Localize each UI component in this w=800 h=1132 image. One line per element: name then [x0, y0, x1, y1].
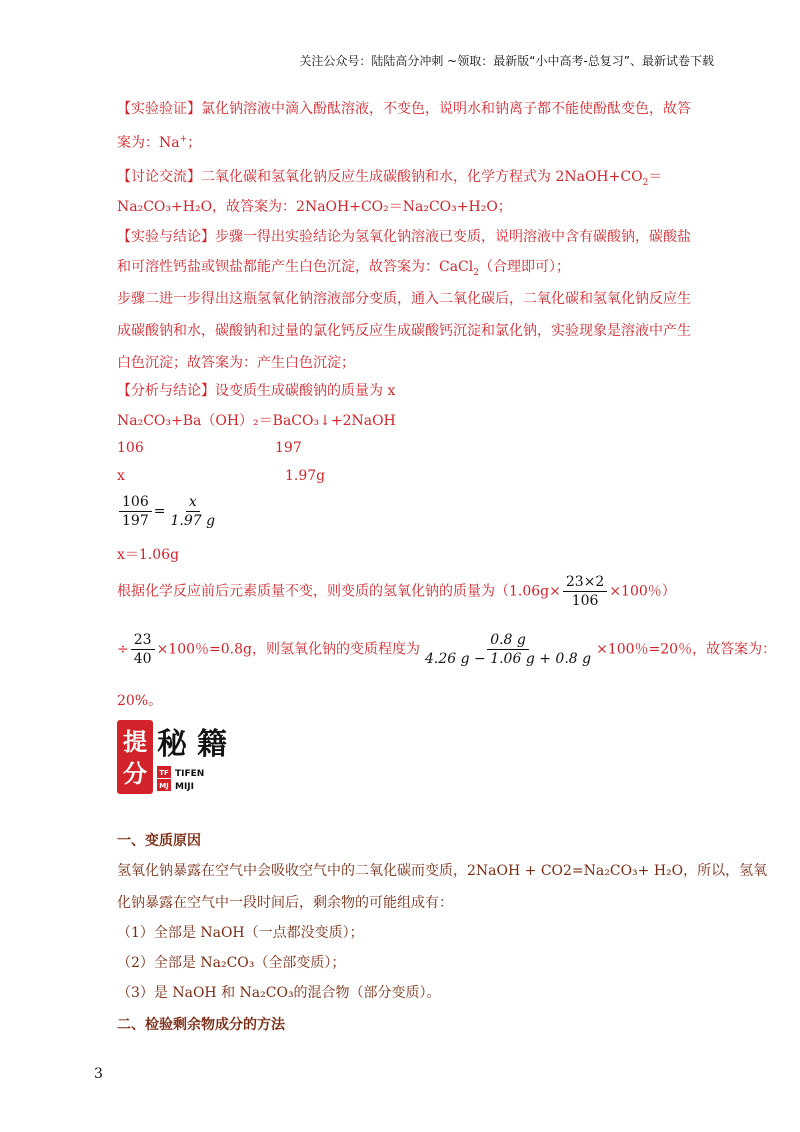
- composition-item-2: （2）全部是 Na₂CO₃（全部变质）；: [117, 955, 346, 971]
- section-title-1: 一、变质原因: [117, 833, 201, 849]
- verify-line-2: 案为：Na+；: [117, 134, 202, 151]
- logo-badge-mj-text: MJ: [159, 782, 169, 790]
- composition-item-1: （1）全部是 NaOH（一点都没变质）；: [117, 925, 364, 941]
- final-answer: 20%。: [117, 693, 163, 709]
- conclusion-line: 【实验与结论】步骤一得出实验结论为氢氧化钠溶液已变质，说明溶液中含有碳酸钠，碳酸盐: [117, 229, 691, 245]
- step2-line-1: 步骤二进一步得出这瓶氢氧化钠溶液部分变质，通入二氧化碳后，二氧化碳和氢氧化钠反应生: [117, 291, 691, 307]
- division-line: ÷ $\frac{23}{40}$ ×100％=0.8g，则氢氧化钠的变质程度为 $\frac{0.8 g}{4.26 g - 1.06 g + 0.8 g}$ ×100％=20％，故答案为：: [117, 632, 777, 667]
- logo-char-fen: 分: [123, 759, 147, 788]
- discuss-line: 【讨论交流】二氧化碳和氢氧化钠反应生成碳酸钠和水，化学方程式为 $2NaOH+CO_2=$: [117, 169, 663, 188]
- step2-line-2: 成碳酸钠和水，碳酸钠和过量的氯化钙反应生成碳酸钙沉淀和氯化钠，实验现象是溶液中产生: [117, 323, 691, 339]
- logo-en-tifen: TIFEN: [175, 769, 205, 779]
- logo-char-mi: 秘: [157, 727, 187, 762]
- composition-item-3: （3）是 NaOH 和 Na₂CO₃的混合物（部分变质）。: [117, 985, 441, 1001]
- logo-char-ji: 籍: [197, 727, 227, 762]
- section1-paragraph-1: 氢氧化钠暴露在空气中会吸收空气中的二氧化碳而变质，2NaOH + CO2=Na₂CO₃+ H₂O，所以，氢氧: [117, 863, 768, 879]
- step2-line-3: 白色沉淀；故答案为：产生白色沉淀；: [117, 355, 355, 371]
- law-line: 根据化学反应前后元素质量不变，则变质的氢氧化钠的质量为（1.06g× $\frac{23\times 2}{106}$ ×100％）: [117, 574, 676, 609]
- proportion-equation: $\frac{106}{197}$ = $\frac{x}{1.97 g}$: [117, 494, 220, 529]
- analysis-line: 【分析与结论】设变质生成碳酸钠的质量为 x: [117, 383, 396, 399]
- logo-char-ti: 提: [123, 727, 147, 756]
- result-x: x＝1.06g: [117, 547, 180, 563]
- section1-paragraph-2: 化钠暴露在空气中一段时间后，剩余物的可能组成有：: [117, 895, 453, 911]
- logo-en-miji: MIJI: [175, 782, 195, 792]
- tifen-miji-logo: [117, 718, 277, 796]
- molar-mass-106: 106: [117, 440, 144, 456]
- conclusion-line-2: 和可溶性钙盐或钡盐都能产生白色沉淀，故答案为：CaCl$_2$（合理即可）；: [117, 259, 570, 278]
- section-title-2: 二、检验剩余物成分的方法: [117, 1017, 285, 1033]
- page-header: 关注公众号：陆陆高分冲刺 ~领取：最新版“小中高考-总复习”、最新试卷下载: [299, 54, 714, 68]
- page-number: 3: [94, 1066, 103, 1082]
- logo-badge-tf-text: TF: [159, 769, 169, 777]
- discuss-line-2: Na₂CO₃+H₂O，故答案为：2NaOH+CO₂＝Na₂CO₃+H₂O；: [117, 199, 512, 215]
- mass-197g: 1.97g: [285, 468, 326, 484]
- unknown-x: x: [117, 468, 125, 484]
- verify-line: 【实验验证】氯化钠溶液中滴入酚酞溶液，不变色，说明水和钠离子都不能使酚酞变色，故答: [117, 101, 691, 117]
- equation-line: Na₂CO₃+Ba（OH）₂＝BaCO₃↓+2NaOH: [117, 413, 396, 429]
- molar-mass-197: 197: [275, 440, 302, 456]
